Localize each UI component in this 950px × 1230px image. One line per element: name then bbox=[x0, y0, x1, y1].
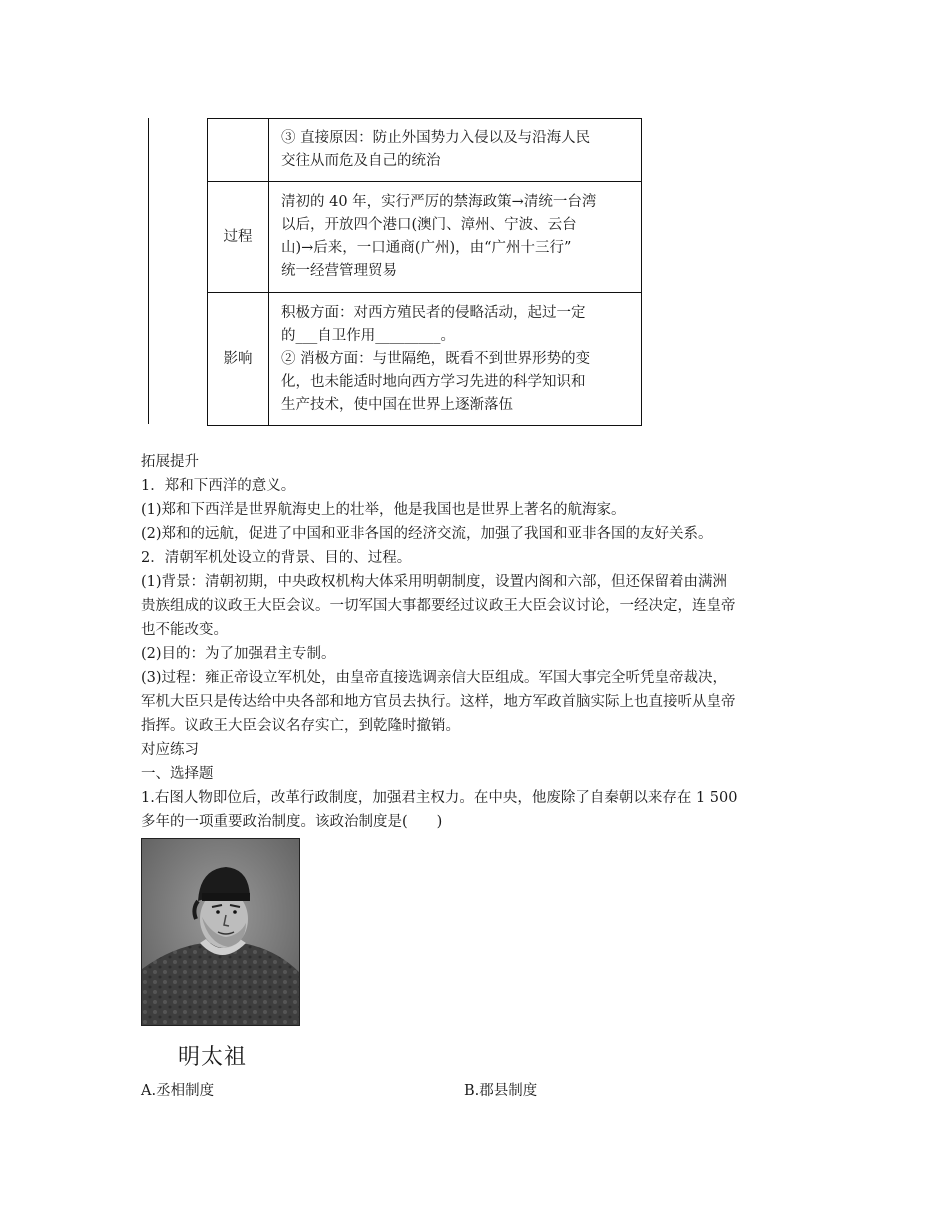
text-line: 也不能改变。 bbox=[141, 622, 228, 638]
section-heading: 拓展提升 bbox=[141, 454, 199, 470]
text-line: 2．清朝军机处设立的背景、目的、过程。 bbox=[141, 550, 412, 566]
question-line: 1.右图人物即位后，改革行政制度，加强君主权力。在中央，他废除了自秦朝以来存在 1 500 bbox=[141, 790, 738, 806]
table-row bbox=[208, 182, 642, 293]
row-content bbox=[269, 119, 642, 182]
text-line: (3)过程：雍正帝设立军机处，由皇帝直接选调亲信大臣组成。军国大事完全听凭皇帝裁决， bbox=[141, 670, 728, 686]
content-line: 山)→后来，一口通商(广州)，由“广州十三行” bbox=[281, 240, 572, 256]
table-row bbox=[208, 293, 642, 426]
text-line: 1．郑和下西洋的意义。 bbox=[141, 478, 296, 494]
content-line: ② 消极方面：与世隔绝，既看不到世界形势的变 bbox=[281, 350, 591, 367]
table-row bbox=[208, 119, 642, 182]
text-line: 贵族组成的议政王大臣会议。一切军国大事都要经过议政王大臣会议讨论，一经决定，连皇帝 bbox=[141, 598, 736, 614]
content-line: 清初的 40 年，实行严厉的禁海政策→清统一台湾 bbox=[281, 194, 597, 210]
table-left-border bbox=[148, 118, 149, 424]
option-b[interactable]: B.郡县制度 bbox=[464, 1083, 538, 1099]
content-line: 以后，开放四个港口(澳门、漳州、宁波、云台 bbox=[281, 217, 577, 233]
row-label bbox=[208, 119, 269, 182]
text-line: 军机大臣只是传达给中央各部和地方官员去执行。这样，地方军政首脑实际上也直接听从皇帝 bbox=[141, 694, 736, 710]
section-heading: 对应练习 bbox=[141, 742, 199, 758]
figure-caption: 明太祖 bbox=[178, 1045, 248, 1070]
row-label: 影响 bbox=[208, 293, 269, 426]
content-line: 化，也未能适时地向西方学习先进的科学知识和 bbox=[281, 373, 586, 390]
text-line: (1)郑和下西洋是世界航海史上的壮举，他是我国也是世界上著名的航海家。 bbox=[141, 502, 626, 518]
question-line: 多年的一项重要政治制度。该政治制度是( ) bbox=[141, 814, 443, 830]
content-line: 的___自卫作用_________。 bbox=[281, 327, 455, 344]
row-label: 过程 bbox=[208, 182, 269, 293]
content-line: ③ 直接原因：防止外国势力入侵以及与沿海人民 bbox=[281, 130, 591, 146]
content-line: 统一经营管理贸易 bbox=[281, 263, 397, 279]
row-content bbox=[269, 182, 642, 293]
body-text bbox=[141, 450, 821, 834]
section-heading: 一、选择题 bbox=[141, 766, 214, 782]
emperor-portrait-icon bbox=[141, 838, 300, 1026]
text-line: (2)目的：为了加强君主专制。 bbox=[141, 646, 336, 662]
text-line: 指挥。议政王大臣会议名存实亡，到乾隆时撤销。 bbox=[141, 718, 460, 734]
content-line: 交往从而危及自己的统治 bbox=[281, 153, 441, 169]
content-line: 生产技术，使中国在世界上逐渐落伍 bbox=[281, 396, 513, 413]
row-content bbox=[269, 293, 642, 426]
overview-table bbox=[207, 118, 642, 426]
text-line: (1)背景：清朝初期，中央政权机构大体采用明朝制度，设置内阁和六部，但还保留着由满洲 bbox=[141, 574, 728, 590]
option-a[interactable]: A.丞相制度 bbox=[141, 1083, 215, 1099]
content-line: 积极方面：对西方殖民者的侵略活动，起过一定 bbox=[281, 304, 586, 321]
text-line: (2)郑和的远航，促进了中国和亚非各国的经济交流，加强了我国和亚非各国的友好关系。 bbox=[141, 526, 713, 542]
